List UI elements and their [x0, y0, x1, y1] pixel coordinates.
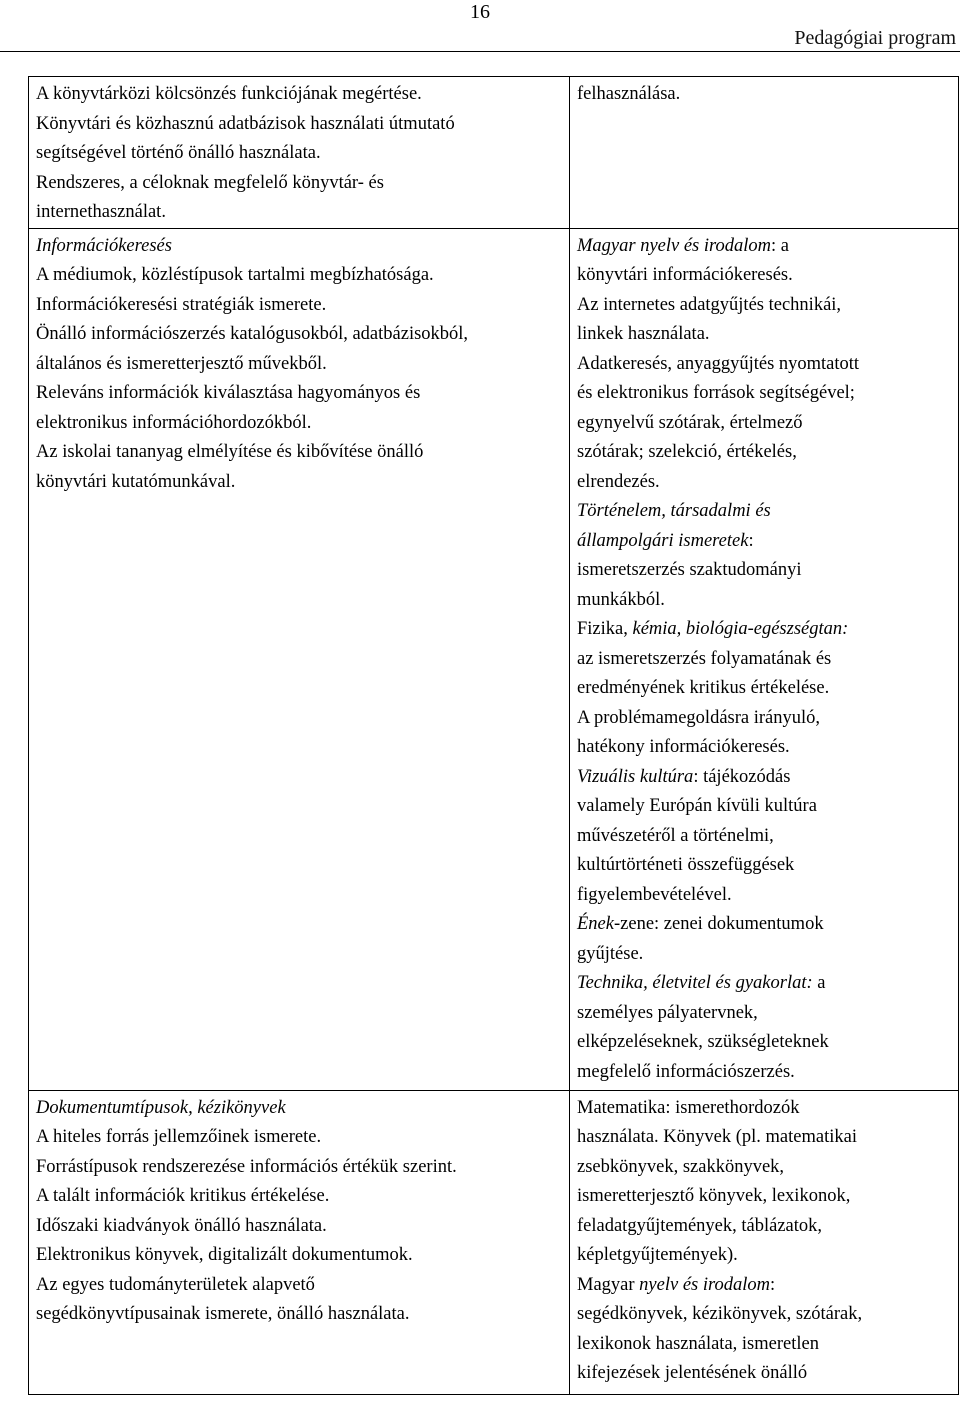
right-cell: [570, 1090, 959, 1394]
text-line: egynyelvű szótárak, értelmező: [577, 412, 803, 433]
right-cell: [570, 228, 959, 1090]
text-line: Információkeresési stratégiák ismerete.: [36, 294, 327, 315]
text-line: zsebkönyvek, szakkönyvek,: [577, 1156, 785, 1177]
subject-name: Technika, életvitel és gyakorlat:: [577, 973, 813, 993]
text-line: kifejezések jelentésének önálló: [577, 1363, 808, 1383]
text-line: A hiteles forrás jellemzőinek ismerete.: [36, 1127, 322, 1147]
text-line: segítségével történő önálló használata.: [36, 143, 321, 163]
text-line: Matematika: ismerethordozók: [577, 1097, 800, 1118]
text-line: elképzeléseknek, szükségleteknek: [577, 1032, 829, 1052]
text-line: Elektronikus könyvek, digitalizált dokumentumok.: [36, 1245, 413, 1265]
text-line: A talált információk kritikus értékelése.: [36, 1186, 330, 1206]
text-line: művészetéről a történelmi,: [577, 825, 774, 846]
text-line: Adatkeresés, anyaggyűjtés nyomtatott: [577, 353, 860, 374]
text-fragment: : a: [771, 235, 790, 256]
section-heading: Dokumentumtípusok, kézikönyvek: [36, 1097, 286, 1118]
subject-name: Vizuális kultúra: [577, 766, 694, 787]
text-line: figyelembevételével.: [577, 884, 732, 905]
text-line: A médiumok, közléstípusok tartalmi megbízhatósága.: [36, 265, 434, 285]
text-line: Forrástípusok rendszerezése információs értékük szerint.: [36, 1156, 457, 1177]
header-divider: [0, 51, 960, 52]
left-cell: [29, 228, 570, 1090]
text-line: munkákból.: [577, 589, 665, 610]
text-line: [577, 232, 952, 262]
text-line: könyvtári információkeresés.: [577, 265, 793, 285]
text-line: Könyvtári és közhasznú adatbázisok használati útmutató: [36, 113, 455, 134]
text-line: [577, 969, 952, 999]
text-line: általános és ismeretterjesztő művekből.: [36, 353, 327, 374]
text-line: lexikonok használata, ismeretlen: [577, 1333, 819, 1354]
text-line: hatékony információkeresés.: [577, 737, 790, 757]
text-line: Időszaki kiadványok önálló használata.: [36, 1215, 327, 1236]
page-number: 16: [470, 1, 490, 23]
curriculum-table: [28, 76, 959, 1395]
text-line: könyvtári kutatómunkával.: [36, 471, 236, 492]
text-line: [577, 910, 952, 940]
text-line: gyűjtése.: [577, 943, 644, 964]
subject-name: Ének: [577, 914, 614, 934]
subject-name: Történelem, társadalmi és: [577, 501, 771, 521]
text-line: eredményének kritikus értékelése.: [577, 678, 830, 698]
table-row: [29, 77, 959, 229]
subject-name: kémia, biológia-egészségtan:: [632, 619, 849, 639]
text-fragment: :: [748, 530, 754, 551]
table-row: [29, 228, 959, 1090]
text-line: segédkönyvek, kézikönyvek, szótárak,: [577, 1304, 863, 1324]
text-line: Az egyes tudományterületek alapvető: [36, 1274, 315, 1295]
text-line: és elektronikus források segítségével;: [577, 383, 855, 403]
text-line: segédkönyvtípusainak ismerete, önálló használata.: [36, 1304, 410, 1324]
text-line: kultúrtörténeti összefüggések: [577, 855, 795, 875]
text-line: szótárak; szelekció, értékelés,: [577, 442, 797, 462]
text-line: képletgyűjtemények).: [577, 1245, 738, 1265]
text-line: [577, 527, 952, 557]
text-line: internethasználat.: [36, 202, 166, 222]
text-line: az ismeretszerzés folyamatának és: [577, 648, 832, 669]
left-cell: [29, 77, 570, 229]
text-fragment: : tájékozódás: [693, 766, 791, 787]
subject-name: nyelv és irodalom: [639, 1274, 771, 1295]
running-header-title: Pedagógiai program: [794, 27, 956, 49]
text-line: használata. Könyvek (pl. matematikai: [577, 1127, 857, 1147]
text-line: [577, 763, 952, 793]
text-line: elektronikus információhordozókból.: [36, 412, 312, 433]
table-row: [29, 1090, 959, 1394]
section-heading: Információkeresés: [36, 235, 172, 256]
left-cell: [29, 1090, 570, 1394]
text-line: ismeretszerzés szaktudományi: [577, 560, 802, 580]
text-line: Az iskolai tananyag elmélyítése és kibővítése önálló: [36, 442, 424, 462]
text-line: Önálló információszerzés katalógusokból, adatbázisokból,: [36, 324, 469, 344]
subject-name: Magyar nyelv és irodalom: [577, 235, 772, 256]
text-line: megfelelő információszerzés.: [577, 1061, 795, 1082]
text-fragment: Magyar: [577, 1274, 640, 1295]
text-line: feladatgyűjtemények, táblázatok,: [577, 1215, 823, 1236]
text-line: Az internetes adatgyűjtés technikái,: [577, 294, 842, 315]
text-line: A problémamegoldásra irányuló,: [577, 707, 821, 728]
subject-name: állampolgári ismeretek: [577, 530, 749, 551]
text-line: linkek használata.: [577, 324, 710, 344]
text-line: személyes pályatervnek,: [577, 1002, 758, 1023]
right-cell: [570, 77, 959, 229]
text-line: elrendezés.: [577, 471, 660, 492]
text-line: ismeretterjesztő könyvek, lexikonok,: [577, 1186, 851, 1206]
text-line: A könyvtárközi kölcsönzés funkciójának megértése.: [36, 84, 422, 104]
text-fragment: a: [812, 973, 826, 993]
text-fragment: :: [770, 1274, 776, 1295]
text-line: [577, 615, 952, 645]
text-line: Rendszeres, a céloknak megfelelő könyvtár- és: [36, 172, 384, 193]
text-line: Releváns információk kiválasztása hagyományos és: [36, 383, 421, 403]
text-line: felhasználása.: [577, 84, 681, 104]
text-fragment: Fizika,: [577, 619, 633, 639]
text-line: [577, 1271, 952, 1301]
text-line: valamely Európán kívüli kultúra: [577, 796, 817, 816]
text-fragment: -zene: zenei dokumentumok: [613, 914, 824, 934]
